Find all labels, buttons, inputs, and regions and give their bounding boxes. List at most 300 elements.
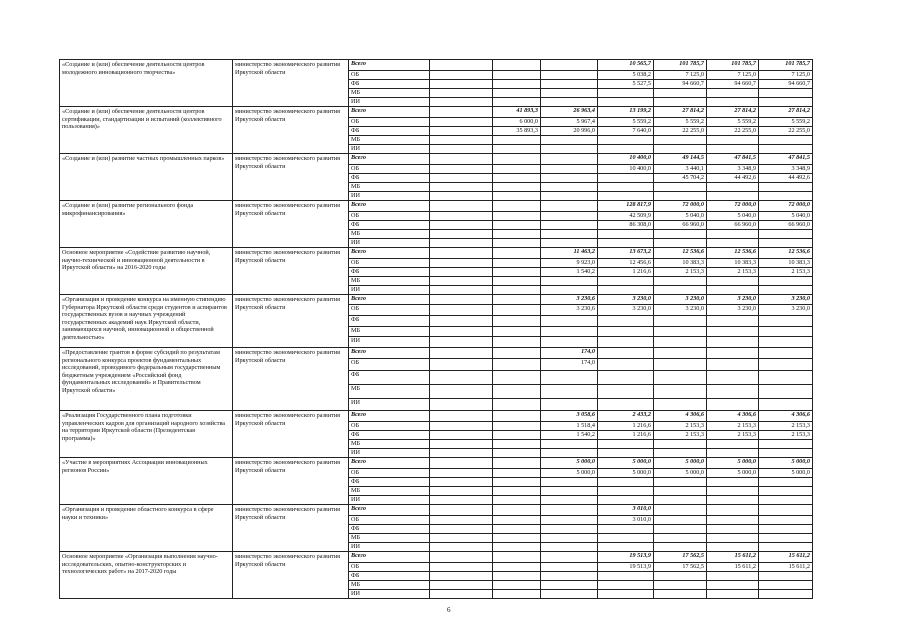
- amount-cell: 94 660,7: [654, 80, 707, 89]
- amount-cell: [541, 80, 598, 89]
- amount-cell: [707, 230, 759, 239]
- amount-cell: 27 814,2: [654, 107, 707, 118]
- amount-cell: [759, 543, 813, 552]
- funding-source: МБ: [349, 136, 430, 145]
- funding-source: ИИ: [349, 145, 430, 154]
- funding-source: МБ: [349, 230, 430, 239]
- amount-cell: [707, 399, 759, 411]
- amount-cell: [759, 581, 813, 590]
- amount-cell: 5 040,0: [707, 212, 759, 221]
- amount-cell: [430, 60, 493, 71]
- amount-cell: 1 216,6: [598, 431, 654, 440]
- amount-cell: 3 230,0: [759, 305, 813, 316]
- executor-name: министерство экономического развития Иркутской области: [233, 154, 349, 201]
- table-row: [60, 458, 813, 469]
- amount-cell: [654, 89, 707, 98]
- amount-cell: [654, 277, 707, 286]
- amount-cell: 5 000,0: [654, 458, 707, 469]
- amount-cell: [759, 525, 813, 534]
- amount-cell: 2 153,3: [759, 431, 813, 440]
- amount-cell: [493, 165, 541, 174]
- amount-cell: [430, 458, 493, 469]
- amount-cell: [541, 552, 598, 563]
- amount-cell: [493, 590, 541, 599]
- executor-name: министерство экономического развития Иркутской области: [233, 411, 349, 458]
- amount-cell: 3 230,0: [598, 305, 654, 316]
- amount-cell: 5 559,2: [654, 118, 707, 127]
- amount-cell: [654, 348, 707, 359]
- amount-cell: [493, 136, 541, 145]
- measure-name: «Создание и (или) обеспечение деятельности центров молодежного инновационного творчества»: [60, 60, 233, 107]
- amount-cell: [493, 505, 541, 516]
- funding-source: ФБ: [349, 431, 430, 440]
- amount-cell: 3 348,9: [759, 165, 813, 174]
- amount-cell: [598, 590, 654, 599]
- amount-cell: [430, 516, 493, 525]
- amount-cell: [707, 327, 759, 337]
- amount-cell: [493, 422, 541, 431]
- amount-cell: 49 144,5: [654, 154, 707, 165]
- amount-cell: [707, 516, 759, 525]
- amount-cell: [598, 496, 654, 505]
- amount-cell: [493, 337, 541, 348]
- amount-cell: 4 306,6: [654, 411, 707, 422]
- amount-cell: 1 216,6: [598, 422, 654, 431]
- funding-source: Всего: [349, 248, 430, 259]
- amount-cell: [430, 239, 493, 248]
- amount-cell: [430, 183, 493, 192]
- amount-cell: 3 010,0: [598, 505, 654, 516]
- funding-source: ИИ: [349, 286, 430, 295]
- amount-cell: [598, 327, 654, 337]
- executor-name: министерство экономического развития Иркутской области: [233, 107, 349, 154]
- amount-cell: [430, 305, 493, 316]
- funding-source: ОБ: [349, 165, 430, 174]
- amount-cell: [493, 563, 541, 572]
- amount-cell: [493, 552, 541, 563]
- amount-cell: [707, 440, 759, 449]
- amount-cell: [598, 277, 654, 286]
- amount-cell: [654, 572, 707, 581]
- amount-cell: 5 967,4: [541, 118, 598, 127]
- funding-source: Всего: [349, 458, 430, 469]
- amount-cell: [493, 348, 541, 359]
- amount-cell: 5 000,0: [707, 469, 759, 478]
- amount-cell: 19 513,9: [598, 552, 654, 563]
- funding-source: ИИ: [349, 449, 430, 458]
- amount-cell: [598, 449, 654, 458]
- funding-source: ФБ: [349, 221, 430, 230]
- amount-cell: [493, 268, 541, 277]
- amount-cell: [598, 399, 654, 411]
- amount-cell: [541, 239, 598, 248]
- amount-cell: [541, 154, 598, 165]
- amount-cell: [493, 516, 541, 525]
- amount-cell: 5 000,0: [598, 469, 654, 478]
- amount-cell: 128 817,9: [598, 201, 654, 212]
- amount-cell: [654, 327, 707, 337]
- amount-cell: [493, 98, 541, 107]
- amount-cell: [541, 230, 598, 239]
- amount-cell: 3 230,0: [707, 305, 759, 316]
- amount-cell: [654, 136, 707, 145]
- amount-cell: [493, 534, 541, 543]
- amount-cell: 10 383,3: [707, 259, 759, 268]
- amount-cell: 44 492,6: [707, 174, 759, 183]
- amount-cell: [430, 277, 493, 286]
- amount-cell: 27 814,2: [759, 107, 813, 118]
- amount-cell: [759, 449, 813, 458]
- measure-name: «Участие в мероприятиях Ассоциации инновационных регионов России»: [60, 458, 233, 505]
- amount-cell: 3 230,0: [654, 295, 707, 305]
- amount-cell: 12 456,6: [598, 259, 654, 268]
- amount-cell: [430, 221, 493, 230]
- amount-cell: 19 513,9: [598, 563, 654, 572]
- amount-cell: [598, 192, 654, 201]
- amount-cell: [430, 316, 493, 327]
- amount-cell: 101 785,7: [759, 60, 813, 71]
- amount-cell: [598, 286, 654, 295]
- amount-cell: 66 960,0: [707, 221, 759, 230]
- funding-source: МБ: [349, 385, 430, 399]
- table-row: [60, 201, 813, 212]
- amount-cell: [759, 496, 813, 505]
- amount-cell: 5 559,2: [707, 118, 759, 127]
- amount-cell: [541, 385, 598, 399]
- amount-cell: [541, 71, 598, 80]
- amount-cell: [430, 89, 493, 98]
- amount-cell: 72 000,0: [759, 201, 813, 212]
- amount-cell: [707, 348, 759, 359]
- measure-name: Основное мероприятие «Содействие развитию научной, научно-технической и инновационной деятельности в Иркутской области» на 2016-2020 годы: [60, 248, 233, 295]
- amount-cell: [541, 212, 598, 221]
- amount-cell: 5 040,0: [759, 212, 813, 221]
- amount-cell: [759, 534, 813, 543]
- amount-cell: [430, 212, 493, 221]
- table-row: [60, 107, 813, 118]
- funding-source: ОБ: [349, 469, 430, 478]
- amount-cell: 12 536,6: [759, 248, 813, 259]
- amount-cell: [493, 572, 541, 581]
- amount-cell: [707, 385, 759, 399]
- amount-cell: [598, 543, 654, 552]
- measure-name: «Создание и (или) обеспечение деятельности центров сертификации, стандартизации и испытаний (коллективного пользования)»: [60, 107, 233, 154]
- amount-cell: [707, 239, 759, 248]
- amount-cell: [541, 165, 598, 174]
- amount-cell: [759, 399, 813, 411]
- funding-source: ОБ: [349, 516, 430, 525]
- amount-cell: 44 492,6: [759, 174, 813, 183]
- funding-source: ОБ: [349, 212, 430, 221]
- amount-cell: [759, 385, 813, 399]
- amount-cell: [430, 525, 493, 534]
- amount-cell: [707, 581, 759, 590]
- amount-cell: [430, 98, 493, 107]
- amount-cell: [541, 98, 598, 107]
- amount-cell: [493, 431, 541, 440]
- amount-cell: [541, 440, 598, 449]
- amount-cell: [598, 525, 654, 534]
- amount-cell: [759, 440, 813, 449]
- amount-cell: [759, 337, 813, 348]
- table-row: [60, 60, 813, 71]
- amount-cell: [430, 71, 493, 80]
- amount-cell: 10 383,3: [759, 259, 813, 268]
- amount-cell: [759, 145, 813, 154]
- amount-cell: 72 000,0: [654, 201, 707, 212]
- measure-name: «Организация и проведение конкурса на именную стипендию Губернатора Иркутской области среди студентов и аспирантов государственных вузов и научных учреждений государственных академий наук Иркутской области, занимающихся научной, инновационной и общественной деятельностью»: [60, 295, 233, 348]
- amount-cell: 17 562,5: [654, 563, 707, 572]
- amount-cell: [654, 590, 707, 599]
- amount-cell: 7 125,0: [707, 71, 759, 80]
- amount-cell: 2 153,3: [759, 422, 813, 431]
- amount-cell: 2 153,3: [707, 268, 759, 277]
- amount-cell: 5 000,0: [707, 458, 759, 469]
- amount-cell: [707, 192, 759, 201]
- amount-cell: [707, 449, 759, 458]
- funding-source: МБ: [349, 581, 430, 590]
- amount-cell: [598, 385, 654, 399]
- amount-cell: [598, 136, 654, 145]
- amount-cell: 2 153,3: [707, 422, 759, 431]
- amount-cell: [759, 286, 813, 295]
- amount-cell: [430, 422, 493, 431]
- amount-cell: [541, 316, 598, 327]
- amount-cell: [541, 534, 598, 543]
- amount-cell: [598, 572, 654, 581]
- amount-cell: [654, 449, 707, 458]
- executor-name: министерство экономического развития Иркутской области: [233, 201, 349, 248]
- funding-source: МБ: [349, 534, 430, 543]
- amount-cell: 12 536,6: [707, 248, 759, 259]
- amount-cell: [541, 581, 598, 590]
- amount-cell: [654, 516, 707, 525]
- amount-cell: [707, 98, 759, 107]
- amount-cell: [430, 581, 493, 590]
- amount-cell: [654, 98, 707, 107]
- amount-cell: [598, 440, 654, 449]
- amount-cell: 2 153,3: [759, 268, 813, 277]
- amount-cell: [707, 145, 759, 154]
- amount-cell: [707, 371, 759, 385]
- funding-source: МБ: [349, 183, 430, 192]
- table-row: [60, 411, 813, 422]
- amount-cell: 45 704,2: [654, 174, 707, 183]
- amount-cell: [707, 505, 759, 516]
- amount-cell: [430, 145, 493, 154]
- funding-source: ОБ: [349, 71, 430, 80]
- amount-cell: [493, 259, 541, 268]
- amount-cell: [493, 295, 541, 305]
- amount-cell: 6 000,0: [493, 118, 541, 127]
- funding-source: ОБ: [349, 563, 430, 572]
- funding-source: Всего: [349, 348, 430, 359]
- amount-cell: [654, 359, 707, 371]
- funding-source: ИИ: [349, 496, 430, 505]
- amount-cell: [493, 305, 541, 316]
- amount-cell: 17 562,5: [654, 552, 707, 563]
- amount-cell: [654, 385, 707, 399]
- amount-cell: [430, 496, 493, 505]
- amount-cell: [493, 277, 541, 286]
- amount-cell: [759, 183, 813, 192]
- amount-cell: [541, 449, 598, 458]
- measure-name: Основное мероприятие «Организация выполнения научно-исследовательских, опытно-конструкторских и технологических работ» на 2017-2020 годы: [60, 552, 233, 599]
- amount-cell: 72 000,0: [707, 201, 759, 212]
- amount-cell: [430, 590, 493, 599]
- amount-cell: [493, 449, 541, 458]
- amount-cell: 2 433,2: [598, 411, 654, 422]
- amount-cell: [493, 359, 541, 371]
- amount-cell: [598, 359, 654, 371]
- amount-cell: [759, 359, 813, 371]
- executor-name: министерство экономического развития Иркутской области: [233, 295, 349, 348]
- amount-cell: [541, 543, 598, 552]
- amount-cell: [541, 337, 598, 348]
- amount-cell: [598, 348, 654, 359]
- amount-cell: [654, 496, 707, 505]
- amount-cell: 15 611,2: [759, 563, 813, 572]
- amount-cell: [598, 487, 654, 496]
- amount-cell: [759, 590, 813, 599]
- amount-cell: [430, 552, 493, 563]
- amount-cell: [541, 496, 598, 505]
- measure-name: «Создание и (или) развитие регионального фонда микрофинансирования»: [60, 201, 233, 248]
- amount-cell: [493, 399, 541, 411]
- amount-cell: [541, 183, 598, 192]
- amount-cell: [707, 277, 759, 286]
- amount-cell: [654, 487, 707, 496]
- amount-cell: [707, 487, 759, 496]
- amount-cell: 1 216,6: [598, 268, 654, 277]
- amount-cell: [541, 516, 598, 525]
- amount-cell: [493, 469, 541, 478]
- executor-name: министерство экономического развития Иркутской области: [233, 348, 349, 411]
- amount-cell: [759, 348, 813, 359]
- amount-cell: 5 559,2: [598, 118, 654, 127]
- amount-cell: 9 923,0: [541, 259, 598, 268]
- funding-source: ФБ: [349, 174, 430, 183]
- amount-cell: [430, 174, 493, 183]
- amount-cell: [707, 337, 759, 348]
- amount-cell: [493, 543, 541, 552]
- amount-cell: [541, 371, 598, 385]
- measure-name: «Предоставление грантов в форме субсидий по результатам регионального конкурса проектов фундаментальных исследований, проводимого федеральным государственным бюджетным учреждением «Российский фонд фундаментальных исследований» и Правительством Иркутской области»: [60, 348, 233, 411]
- amount-cell: [654, 337, 707, 348]
- funding-source: Всего: [349, 295, 430, 305]
- amount-cell: [707, 183, 759, 192]
- funding-source: МБ: [349, 277, 430, 286]
- amount-cell: 3 058,6: [541, 411, 598, 422]
- amount-cell: 1 540,2: [541, 431, 598, 440]
- amount-cell: [654, 286, 707, 295]
- amount-cell: [759, 516, 813, 525]
- amount-cell: [493, 192, 541, 201]
- amount-cell: [598, 478, 654, 487]
- funding-source: ОБ: [349, 259, 430, 268]
- amount-cell: [430, 327, 493, 337]
- table-row: [60, 348, 813, 359]
- amount-cell: [430, 154, 493, 165]
- amount-cell: [430, 572, 493, 581]
- amount-cell: 27 814,2: [707, 107, 759, 118]
- table-row: [60, 154, 813, 165]
- amount-cell: 5 000,0: [654, 469, 707, 478]
- funding-source: ОБ: [349, 118, 430, 127]
- amount-cell: [541, 136, 598, 145]
- amount-cell: [654, 399, 707, 411]
- amount-cell: [707, 359, 759, 371]
- funding-source: МБ: [349, 487, 430, 496]
- amount-cell: [654, 543, 707, 552]
- amount-cell: 20 996,0: [541, 127, 598, 136]
- amount-cell: 4 306,6: [707, 411, 759, 422]
- funding-source: МБ: [349, 327, 430, 337]
- amount-cell: [598, 239, 654, 248]
- amount-cell: [598, 316, 654, 327]
- amount-cell: 2 153,3: [654, 268, 707, 277]
- amount-cell: 174,0: [541, 359, 598, 371]
- amount-cell: 3 348,9: [707, 165, 759, 174]
- amount-cell: 10 565,7: [598, 60, 654, 71]
- amount-cell: [541, 286, 598, 295]
- amount-cell: [759, 89, 813, 98]
- amount-cell: 5 038,2: [598, 71, 654, 80]
- amount-cell: 5 000,0: [541, 469, 598, 478]
- amount-cell: 2 153,3: [654, 422, 707, 431]
- amount-cell: [493, 440, 541, 449]
- amount-cell: 5 000,0: [759, 469, 813, 478]
- amount-cell: 7 125,0: [759, 71, 813, 80]
- amount-cell: [654, 371, 707, 385]
- amount-cell: [541, 277, 598, 286]
- amount-cell: 12 536,6: [654, 248, 707, 259]
- funding-source: ОБ: [349, 422, 430, 431]
- amount-cell: [707, 543, 759, 552]
- measure-name: «Организация и проведение областного конкурса в сфере науки и техники»: [60, 505, 233, 552]
- amount-cell: 3 230,0: [759, 295, 813, 305]
- amount-cell: [759, 487, 813, 496]
- measure-name: «Создание и (или) развитие частных промышленных парков»: [60, 154, 233, 201]
- amount-cell: [430, 107, 493, 118]
- amount-cell: 5 559,2: [759, 118, 813, 127]
- amount-cell: 3 230,6: [541, 295, 598, 305]
- funding-source: Всего: [349, 505, 430, 516]
- amount-cell: [430, 127, 493, 136]
- table-row: [60, 248, 813, 259]
- amount-cell: [759, 239, 813, 248]
- amount-cell: [493, 145, 541, 154]
- amount-cell: 11 463,2: [541, 248, 598, 259]
- amount-cell: 47 841,5: [707, 154, 759, 165]
- amount-cell: 35 893,3: [493, 127, 541, 136]
- amount-cell: [430, 201, 493, 212]
- amount-cell: 10 383,3: [654, 259, 707, 268]
- amount-cell: [759, 230, 813, 239]
- amount-cell: [759, 98, 813, 107]
- executor-name: министерство экономического развития Иркутской области: [233, 505, 349, 552]
- amount-cell: [759, 371, 813, 385]
- amount-cell: [654, 505, 707, 516]
- funding-source: ФБ: [349, 525, 430, 534]
- amount-cell: 7 640,0: [598, 127, 654, 136]
- amount-cell: [430, 534, 493, 543]
- amount-cell: [707, 316, 759, 327]
- amount-cell: [493, 80, 541, 89]
- amount-cell: 86 308,0: [598, 221, 654, 230]
- amount-cell: [493, 371, 541, 385]
- table-row: [60, 505, 813, 516]
